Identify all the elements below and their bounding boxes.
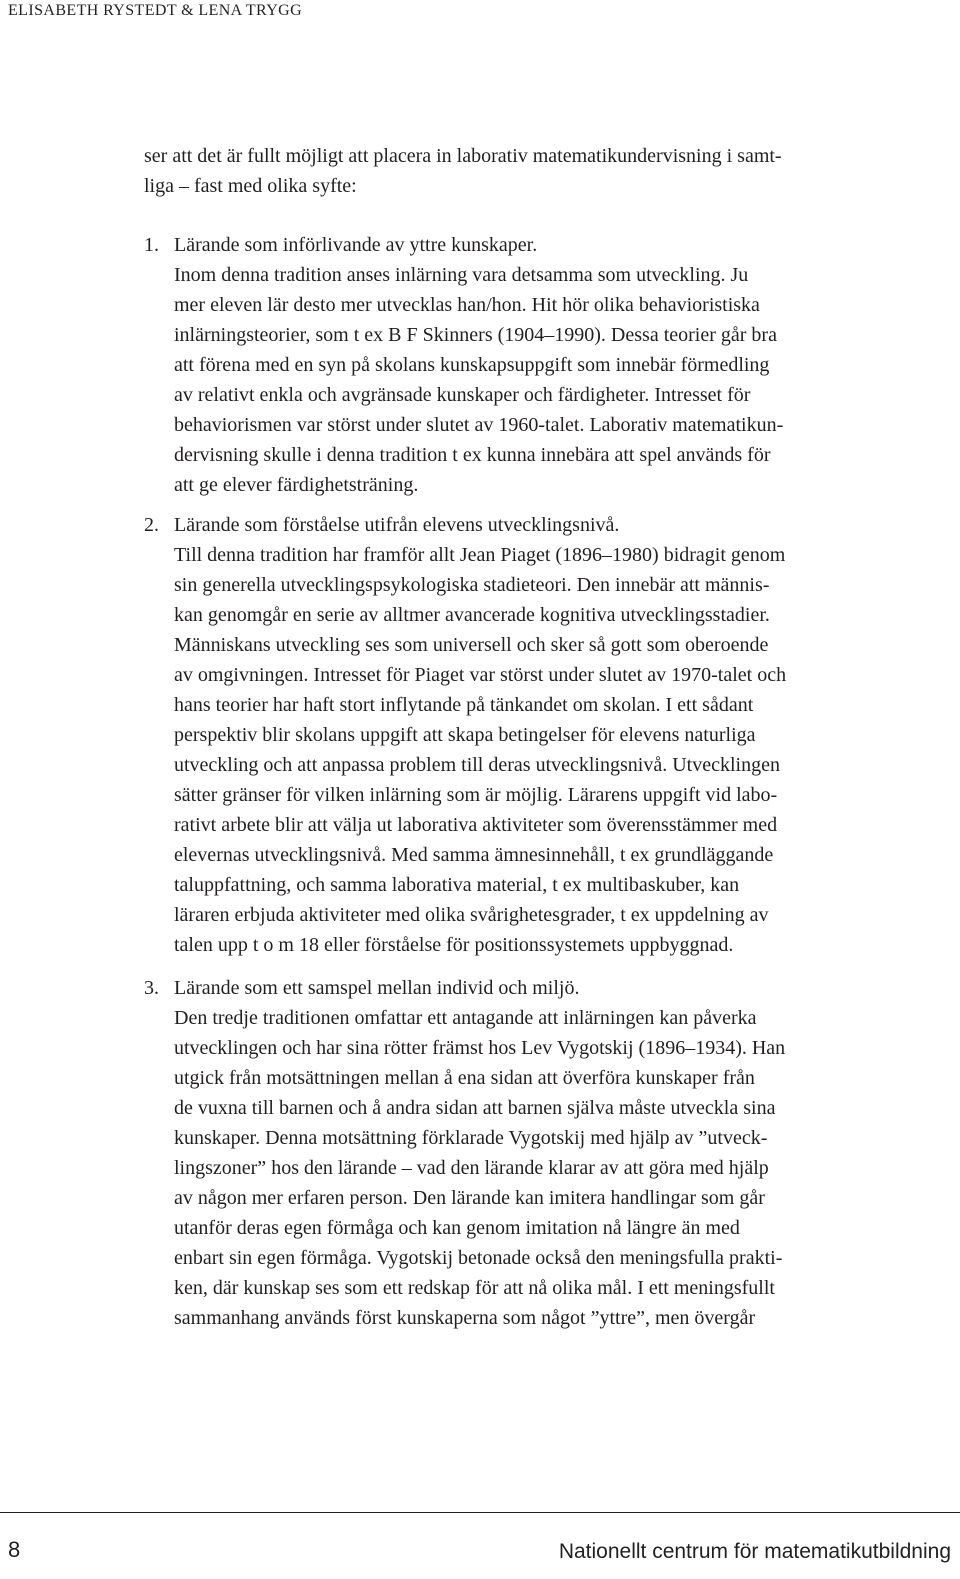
text-line: talen upp t o m 18 eller förståelse för positionssystemets uppbyggnad. xyxy=(174,934,734,956)
text-line: ken, där kunskap ses som ett redskap för att nå olika mål. I ett meningsfullt xyxy=(174,1277,775,1299)
text-line: ser att det är fullt möjligt att placera in laborativ matematikundervisning i samt- xyxy=(144,145,782,167)
list-item-number: 2. xyxy=(144,514,159,536)
text-line: elevernas utvecklingsnivå. Med samma ämnesinnehåll, t ex grundläggande xyxy=(174,844,774,866)
text-line: Den tredje traditionen omfattar ett antagande att inlärningen kan påverka xyxy=(174,1007,757,1029)
text-line: Till denna tradition har framför allt Jean Piaget (1896–1980) bidragit genom xyxy=(174,544,786,566)
text-line: inlärningsteorier, som t ex B F Skinners (1904–1990). Dessa teorier går bra xyxy=(174,324,777,346)
text-line: utanför deras egen förmåga och kan genom imitation nå längre än med xyxy=(174,1217,740,1239)
intro-paragraph xyxy=(144,141,954,201)
text-line: lingszoner” hos den lärande – vad den lärande klarar av att göra med hjälp xyxy=(174,1157,769,1179)
text-line: taluppfattning, och samma laborativa material, t ex multibaskuber, kan xyxy=(174,874,740,896)
footer-divider xyxy=(0,1512,960,1513)
running-head: ELISABETH RYSTEDT & LENA TRYGG xyxy=(8,2,303,19)
page-number: 8 xyxy=(8,1537,21,1562)
footer-organization: Nationellt centrum för matematikutbildning xyxy=(558,1540,951,1563)
text-line: kan genomgår en serie av alltmer avancerade kognitiva utvecklingsstadier. xyxy=(174,604,770,626)
text-line: sammanhang används först kunskaperna som något ”yttre”, men övergår xyxy=(174,1307,756,1329)
text-line: rativt arbete blir att välja ut laborativa aktiviteter som överensstämmer med xyxy=(174,814,778,836)
text-line: av omgivningen. Intresset för Piaget var störst under slutet av 1970-talet och xyxy=(174,664,787,686)
text-line: läraren erbjuda aktiviteter med olika svårighetesgrader, t ex uppdelning av xyxy=(174,904,769,926)
text-line: kunskaper. Denna motsättning förklarade Vygotskij med hjälp av ”utveck- xyxy=(174,1127,768,1149)
list-item-body xyxy=(174,510,959,960)
text-line: att förena med en syn på skolans kunskapsuppgift som innebär förmedling xyxy=(174,354,770,376)
text-line: sin generella utvecklingspsykologiska stadieteori. Den innebär att männis- xyxy=(174,574,770,596)
text-line: de vuxna till barnen och å andra sidan att barnen själva måste utveckla sina xyxy=(174,1097,776,1119)
text-line: utveckling och att anpassa problem till deras utvecklingsnivå. Utvecklingen xyxy=(174,754,780,776)
text-line: hans teorier har haft stort inflytande på tänkandet om skolan. I ett sådant xyxy=(174,694,754,716)
text-line: liga – fast med olika syfte: xyxy=(144,175,357,197)
text-line: att ge elever färdighetsträning. xyxy=(174,474,419,496)
text-line: dervisning skulle i denna tradition t ex kunna innebära att spel används för xyxy=(174,444,771,466)
list-item-body xyxy=(174,230,959,500)
text-line: av någon mer erfaren person. Den lärande kan imitera handlingar som går xyxy=(174,1187,765,1209)
text-line: utvecklingen och har sina rötter främst hos Lev Vygotskij (1896–1934). Han xyxy=(174,1037,786,1059)
text-line: Människans utveckling ses som universell och sker så gott som oberoende xyxy=(174,634,769,656)
text-line: Inom denna tradition anses inlärning vara detsamma som utveckling. Ju xyxy=(174,264,749,286)
list-item-number: 1. xyxy=(144,234,159,256)
list-item-heading: Lärande som ett samspel mellan individ och miljö. xyxy=(174,977,580,999)
list-item-number: 3. xyxy=(144,977,159,999)
text-line: mer eleven lär desto mer utvecklas han/hon. Hit hör olika behavioristiska xyxy=(174,294,760,316)
list-item-heading: Lärande som införlivande av yttre kunskaper. xyxy=(174,234,538,256)
text-line: utgick från motsättningen mellan å ena sidan att överföra kunskaper från xyxy=(174,1067,755,1089)
text-line: enbart sin egen förmåga. Vygotskij betonade också den meningsfulla prakti- xyxy=(174,1247,783,1269)
text-line: av relativt enkla och avgränsade kunskaper och färdigheter. Intresset för xyxy=(174,384,751,406)
list-item-heading: Lärande som förståelse utifrån elevens utvecklingsnivå. xyxy=(174,514,620,536)
text-line: behaviorismen var störst under slutet av 1960-talet. Laborativ matematikun- xyxy=(174,414,784,436)
text-line: perspektiv blir skolans uppgift att skapa betingelser för elevens naturliga xyxy=(174,724,756,746)
list-item-body xyxy=(174,973,959,1333)
text-line: sätter gränser för vilken inlärning som är möjlig. Lärarens uppgift vid labo- xyxy=(174,784,778,806)
